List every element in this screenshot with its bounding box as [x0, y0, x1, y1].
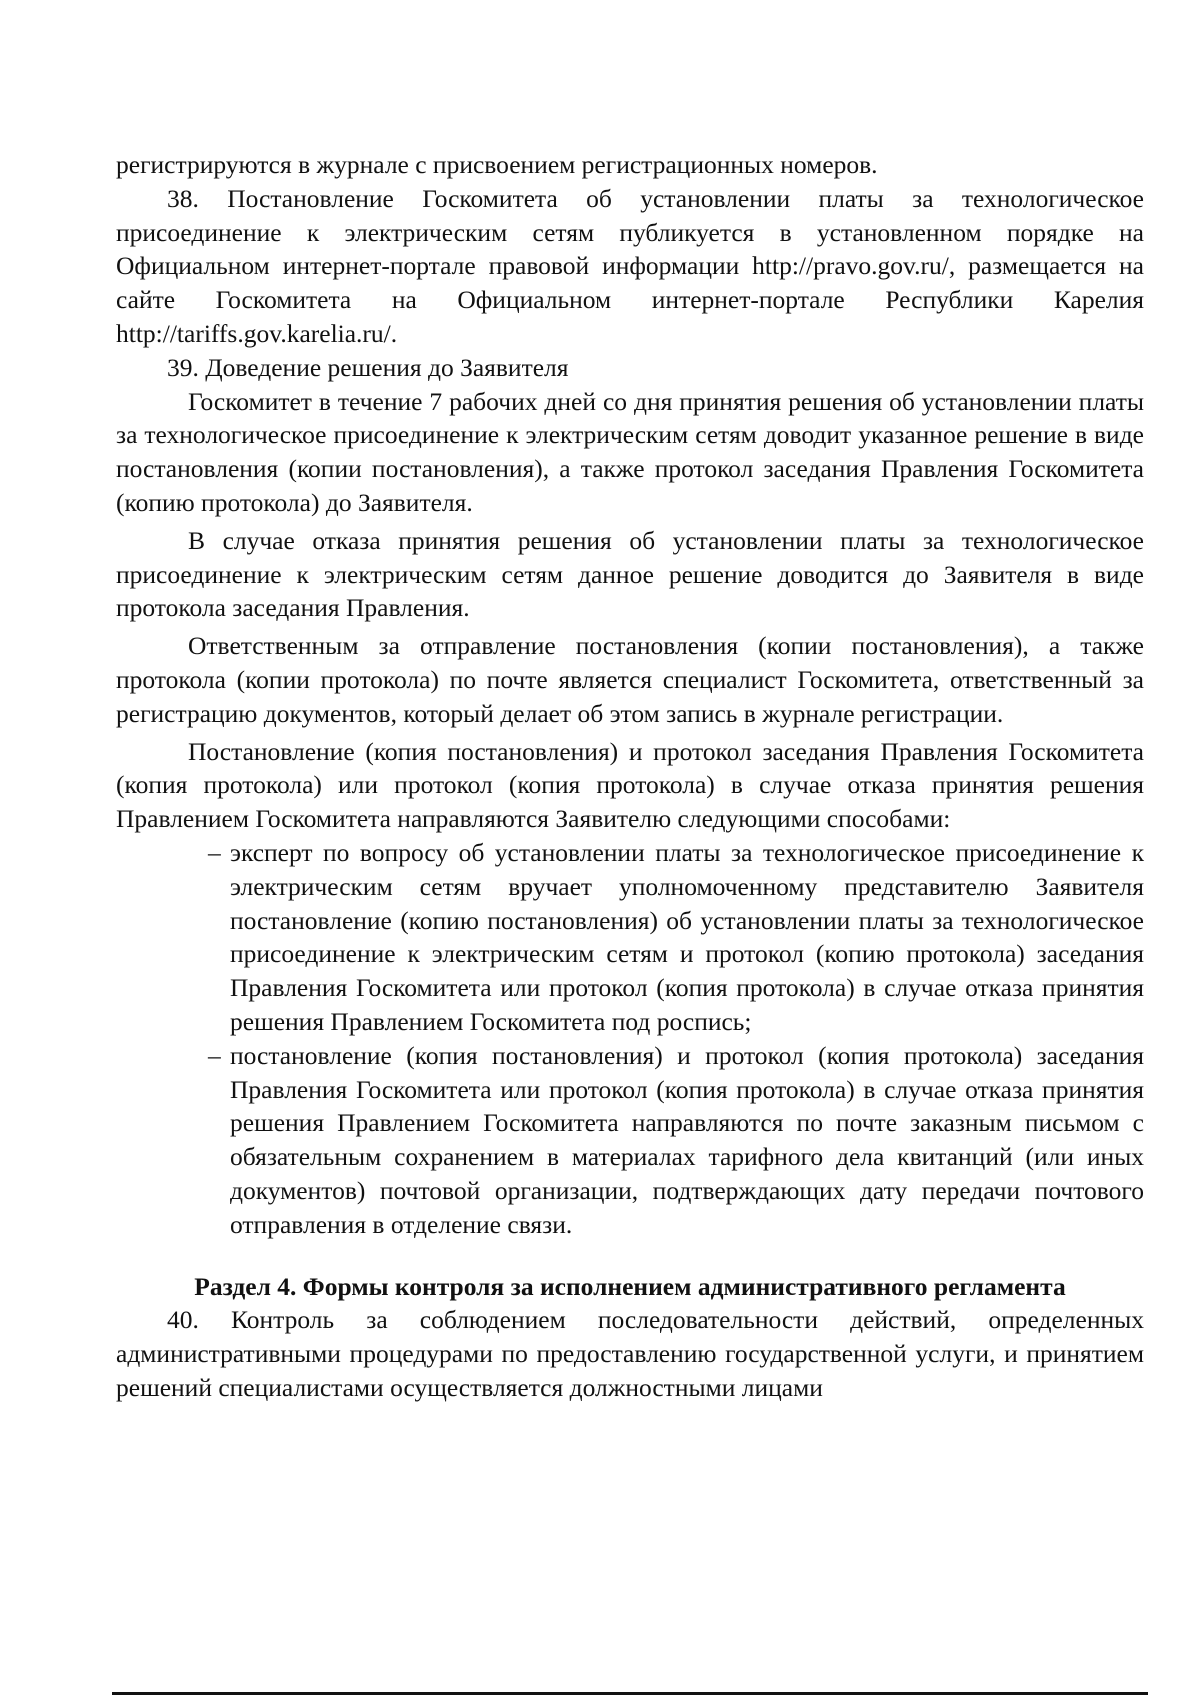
list-item: – эксперт по вопросу об установлении платы за технологическое присоединение к электрическим сетям вручает уполномоченному представителю Заявителя постановление (копию постановления) об установлении платы за технологическое присоединение к электрическим сетям и протокол (копию протокола) заседания Правления Госкомитета или протокол (копия протокола) в случае отказа принятия решения Правлением Госкомитета под роспись;: [230, 836, 1144, 1039]
document-body: [116, 148, 1144, 1405]
paragraph-38: 38. Постановление Госкомитета об установлении платы за технологическое присоединение к электрическим сетям публикуется в установленном порядке на Официальном интернет-портале правовой информации http://pravo.gov.ru/, размещается на сайте Госкомитета на Официальном интернет-портале Республики Карелия http://tariffs.gov.karelia.ru/.: [116, 183, 1144, 348]
page-bottom-rule: [112, 1692, 1148, 1695]
section-4-heading: Раздел 4. Формы контроля за исполнением административного регламента: [194, 1271, 1066, 1301]
paragraph-39-responsible: Ответственным за отправление постановления (копии постановления), а также протокола (копии протокола) по почте является специалист Госкомитета, ответственный за регистрацию документов, который делает об этом запись в журнале регистрации.: [116, 631, 1144, 728]
paragraph-39-title: 39. Доведение решения до Заявителя: [167, 352, 569, 382]
paragraph-40: 40. Контроль за соблюдением последовательности действий, определенных административными процедурами по предоставлению государственной услуги, и принятием решений специалистами осуществляется должностными лицами: [116, 1305, 1144, 1402]
paragraph-39-methods: Постановление (копия постановления) и протокол заседания Правления Госкомитета (копия протокола) или протокол (копия протокола) в случае отказа принятия решения Правлением Госкомитета направляются Заявителю следующими способами:: [116, 736, 1144, 834]
paragraph-39-refusal: В случае отказа принятия решения об установлении платы за технологическое присоединение к электрическим сетям данное решение доводится до Заявителя в виде протокола заседания Правления.: [116, 525, 1144, 623]
paragraph-continuation: регистрируются в журнале с присвоением регистрационных номеров.: [116, 150, 878, 179]
paragraph-39-deadline: Госкомитет в течение 7 рабочих дней со дня принятия решения об установлении платы за технологическое присоединение к электрическим сетям доводит указанное решение в виде постановления (копии постановления), а также протокол заседания Правления Госкомитета (копию протокола) до Заявителя.: [116, 386, 1144, 517]
list-item: – постановление (копия постановления) и протокол (копия протокола) заседания Правления Госкомитета или протокол (копия протокола) в случае отказа принятия решения Правлением Госкомитета направляются по почте заказным письмом с обязательным сохранением в материалах тарифного дела квитанций (или иных документов) почтовой организации, подтверждающих дату передачи почтового отправления в отделение связи.: [230, 1039, 1144, 1242]
delivery-methods-list: [116, 836, 1144, 1242]
